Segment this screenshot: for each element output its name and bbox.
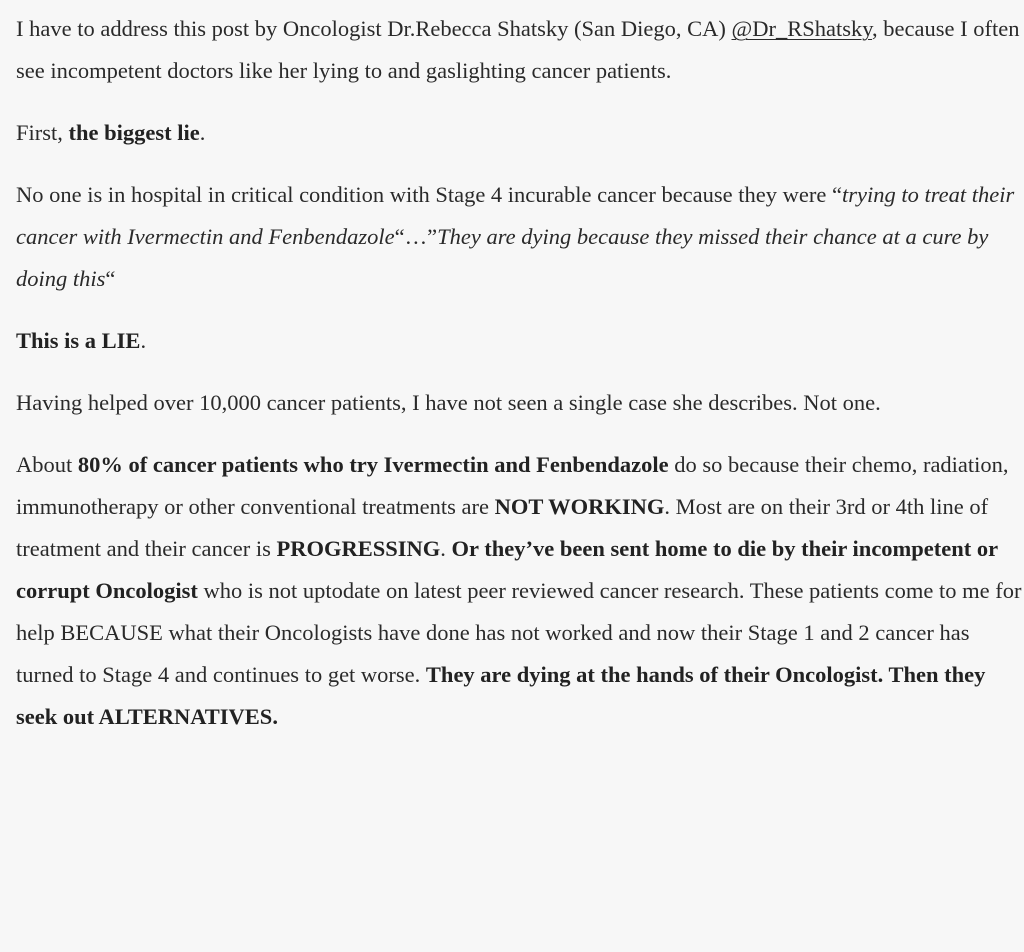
text-segment: No one is in hospital in critical condition with Stage 4 incurable cancer because they were “: [16, 182, 842, 207]
bold-text: NOT WORKING: [494, 494, 665, 519]
text-segment: . Most are on their 3rd or 4th line of treatment and their cancer is: [16, 494, 989, 561]
bold-text: 80% of cancer patients who try Ivermectin and Fenbendazole: [77, 452, 669, 477]
text-segment: who is not uptodate on latest peer reviewed cancer research. These patients come to me for help BECAUSE what their Oncologists have done has not worked and now their Stage 1 and 2 cancer has turned to Stage 4 and continues to get worse.: [16, 578, 1022, 687]
text-segment: About: [16, 452, 78, 477]
text-segment: .: [140, 328, 147, 353]
italic-quote: trying to treat their cancer with Ivermectin and Fenbendazole: [16, 182, 1015, 249]
paragraph-lie: [16, 320, 1024, 362]
text-segment: do so because their chemo, radiation, immunotherapy or other conventional treatments are: [16, 452, 1009, 519]
paragraph-statistics: [16, 444, 1024, 738]
text-segment: First,: [16, 120, 69, 145]
paragraph-intro: [16, 8, 1024, 92]
twitter-handle-link[interactable]: @Dr_RShatsky: [731, 16, 873, 41]
paragraph-quote: [16, 174, 1024, 300]
bold-text: the biggest lie: [68, 120, 200, 145]
bold-text: This is a LIE: [16, 328, 141, 353]
text-segment: Having helped over 10,000 cancer patients, I have not seen a single case she describes. Not one.: [16, 390, 881, 415]
text-segment: .: [440, 536, 452, 561]
text-segment: , because I often see incompetent doctors like her lying to and gaslighting cancer patients.: [16, 16, 1020, 83]
text-segment: I have to address this post by Oncologist Dr.Rebecca Shatsky (San Diego, CA): [16, 16, 732, 41]
bold-text: PROGRESSING: [276, 536, 441, 561]
text-segment: .: [199, 120, 206, 145]
text-segment: “…”: [394, 224, 438, 249]
paragraph-first: [16, 112, 1024, 154]
bold-text: They are dying at the hands of their Oncologist. Then they seek out ALTERNATIVES.: [16, 662, 986, 729]
italic-quote: They are dying because they missed their chance at a cure by doing this: [16, 224, 989, 291]
paragraph-experience: [16, 382, 1024, 424]
text-segment: “: [105, 266, 116, 291]
bold-text: Or they’ve been sent home to die by their incompetent or corrupt Oncologist: [16, 536, 998, 603]
